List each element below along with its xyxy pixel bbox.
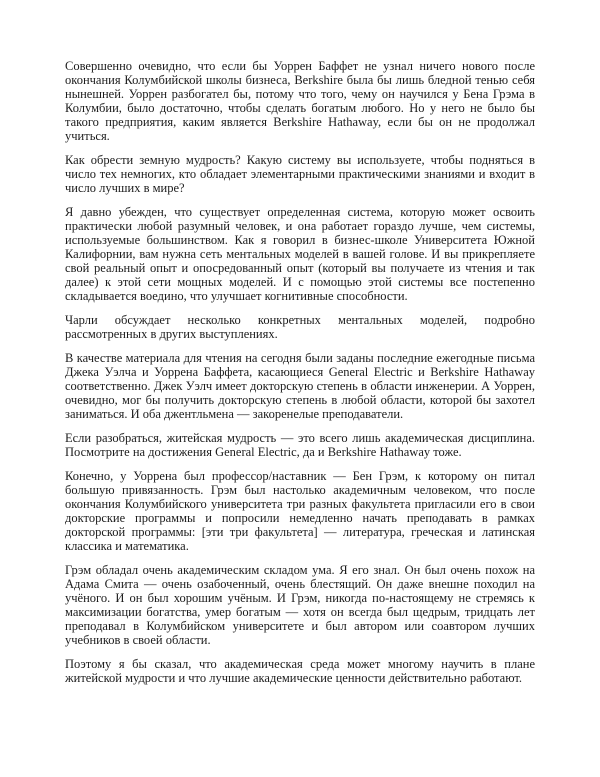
paragraph-charlie-models-note: Чарли обсуждает несколько конкретных ментальных моделей, подробно рассмотренных в других выступлениях.	[65, 313, 535, 341]
paragraph-reading-assignment: В качестве материала для чтения на сегодня были заданы последние ежегодные письма Джека Уэлча и Уоррена Баффета, касающиеся General Electric и Berkshire Hathaway соответственно. Джек Уэлч имеет докторскую степень в области инженерии. А Уоррен, очевидно, мог бы получить докторскую степень в любой области, которой бы захотел заниматься. И оба джентльмена — закоренелые преподаватели.	[65, 351, 535, 421]
paragraph-mental-models-system: Я давно убежден, что существует определенная система, которую может освоить практически любой разумный человек, и она работает гораздо лучше, чем системы, используемые большинством. Как я говорил в бизнес-школе Университета Южной Калифорнии, вам нужна сеть ментальных моделей в вашей голове. И вы прикрепляете свой реальный опыт и опосредованный опыт (который вы получаете из чтения и так далее) к этой сети мощных моделей. И с помощью этой системы все постепенно складывается воедино, что улучшает когнитивные способности.	[65, 205, 535, 303]
paragraph-ben-graham-mentor: Конечно, у Уоррена был профессор/наставник — Бен Грэм, к которому он питал большую привязанность. Грэм был настолько академичным человеком, что после окончания Колумбийского университета три разных факультета пригласили его в свои докторские программы и попросили немедленно начать преподавать в рамках докторской программы: [эти три факультета] — литература, греческая и латинская классика и математика.	[65, 469, 535, 553]
paragraph-conclusion: Поэтому я бы сказал, что академическая среда может многому научить в плане житейской мудрости и что лучшие академические ценности действительно работают.	[65, 657, 535, 685]
paragraph-graham-academic-mind: Грэм обладал очень академическим складом ума. Я его знал. Он был очень похож на Адама Смита — очень озабоченный, очень блестящий. Он даже внешне походил на учёного. И он был хорошим учёным. И Грэм, никогда по-настоящему не стремясь к максимизации богатства, умер богатым — хотя он всегда был щедрым, тридцать лет преподавал в Колумбийском университете и был автором или соавтором лучших учебников в своей области.	[65, 563, 535, 647]
paragraph-buffett-learning: Совершенно очевидно, что если бы Уоррен Баффет не узнал ничего нового после окончания Колумбийской школы бизнеса, Berkshire была бы лишь бледной тенью себя нынешней. Уоррен разбогател бы, потому что того, чему он научился у Бена Грэма в Колумбии, было достаточно, чтобы сделать богатым любого. Но у него не было бы такого предприятия, каким является Berkshire Hathaway, если бы он не продолжал учиться.	[65, 59, 535, 143]
paragraph-worldly-wisdom-question: Как обрести земную мудрость? Какую систему вы используете, чтобы подняться в число тех немногих, кто обладает элементарными практическими знаниями и входит в число лучших в мире?	[65, 153, 535, 195]
paragraph-academic-discipline: Если разобраться, житейская мудрость — это всего лишь академическая дисциплина. Посмотрите на достижения General Electric, да и Berkshire Hathaway тоже.	[65, 431, 535, 459]
